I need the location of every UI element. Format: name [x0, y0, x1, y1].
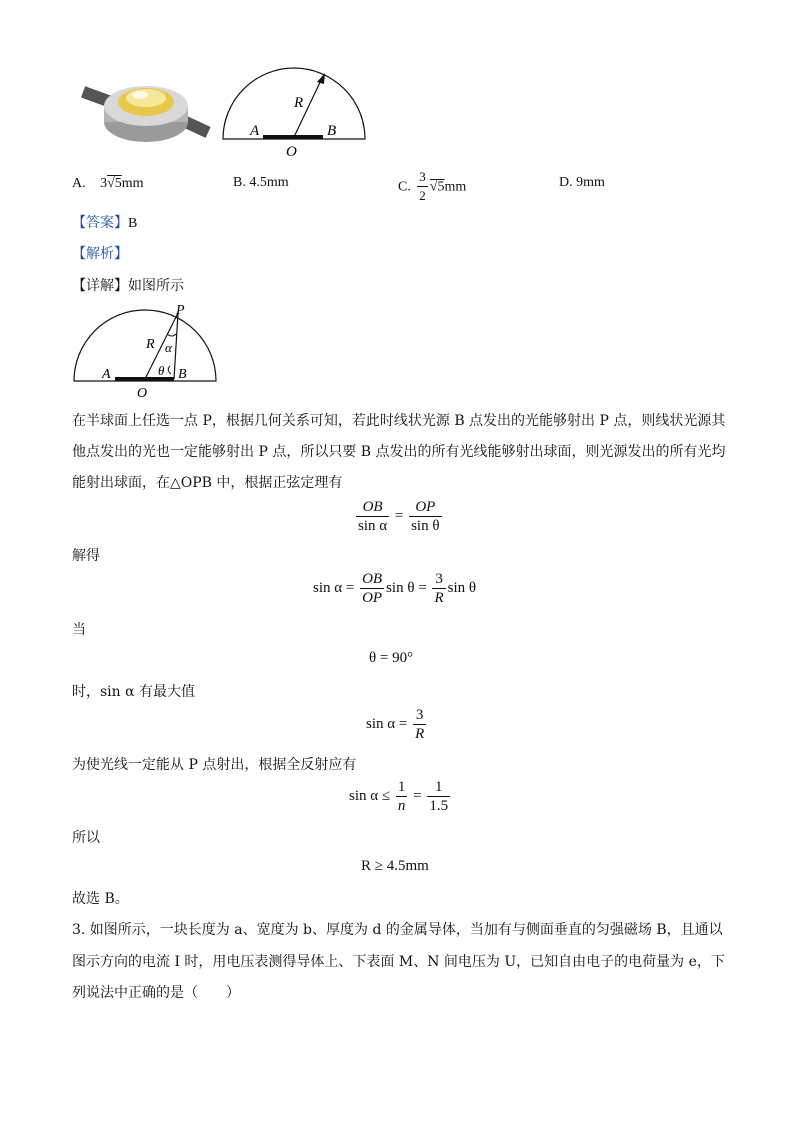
analysis-heading: 【解析】 [72, 246, 128, 262]
option-d: D. 9mm [559, 175, 605, 190]
equation-theta: θ = 90° [369, 650, 414, 666]
svg-text:R: R [146, 337, 155, 352]
choose-line: 故选 B。 [72, 891, 129, 907]
label-A: A [250, 123, 260, 139]
para1-line1: 在半球面上任选一点 P，根据几何关系可知，若此时线状光源 B 点发出的光能够射出 P 点，则线状光源其 [72, 413, 726, 429]
option-a: A. 3√5mm [72, 176, 144, 191]
svg-text:P: P [176, 303, 185, 318]
equation-critical: sin α ≤ $\frac{1}{n}$ = $\frac{1}{1.5}$ [349, 779, 449, 814]
detail-line: 【详解】如图所示 [72, 278, 184, 294]
equation-sine-law: $\frac{OB}{\text{sin α}}$ = $\frac{OP}{\text{sin θ}}$ [358, 499, 440, 534]
svg-text:A: A [102, 367, 111, 382]
svg-text:α: α [165, 340, 172, 355]
equation-max: sin α = $\frac{3}{R}$ [366, 707, 425, 742]
solve-label: 解得 [72, 548, 100, 564]
q3-line3: 列说法中正确的是（ ） [72, 985, 240, 1001]
led-photo [78, 70, 212, 155]
para1-line2: 他点发出的光也一定能够射出 P 点，所以只要 B 点发出的所有光线能够射出球面，则光源发出的所有光均 [72, 444, 726, 460]
svg-text:B: B [178, 367, 187, 382]
label-O: O [286, 144, 297, 160]
svg-text:θ: θ [158, 363, 165, 378]
equation-sin-alpha: sin α = $\frac{OB}{OP}$ sin θ = $\frac{3}{R}$ sin θ [313, 571, 477, 606]
tir-text: 为使光线一定能从 P 点射出，根据全反射应有 [72, 757, 357, 773]
when-label: 当 [72, 622, 86, 638]
svg-text:O: O [137, 386, 148, 400]
option-c: C. $\frac{3}{2}$ √5mm [398, 169, 467, 203]
option-b: B. 4.5mm [233, 175, 289, 190]
hemisphere-diagram [218, 64, 370, 160]
para1-line3: 能射出球面，在△OPB 中，根据正弦定理有 [72, 475, 343, 491]
hemisphere-detail-diagram [70, 300, 220, 400]
max-text: 时，sin α 有最大值 [72, 684, 196, 700]
q3-line1: 3. 如图所示，一块长度为 a、宽度为 b、厚度为 d 的金属导体，当加有与侧面垂直的匀强磁场 B，且通以 [72, 922, 723, 938]
q3-line2: 图示方向的电流 I 时，用电压表测得导体上、下表面 M、N 间电压为 U，已知自由电子的电荷量为 e，下 [72, 954, 725, 970]
answer-line: 【答案】B [72, 215, 138, 231]
label-R: R [294, 95, 304, 111]
so-label: 所以 [72, 830, 100, 846]
label-B: B [327, 123, 337, 139]
equation-result: R ≥ 4.5mm [361, 858, 429, 874]
